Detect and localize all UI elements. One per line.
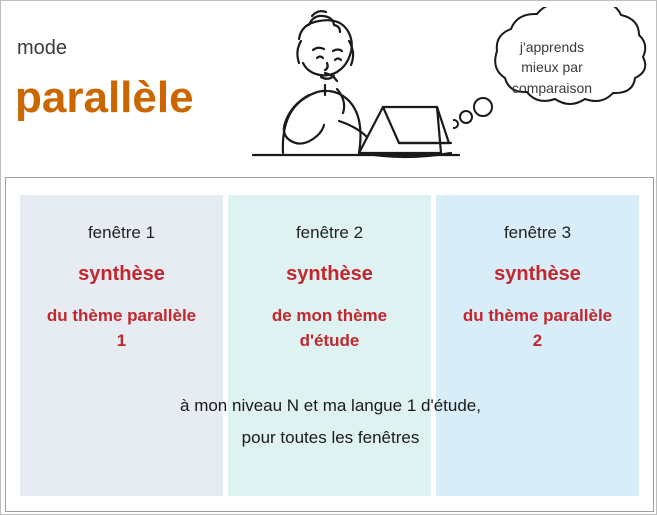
mode-label: mode bbox=[17, 37, 68, 59]
footer-line-2: pour toutes les fenêtres bbox=[241, 428, 420, 448]
window-label-3: fenêtre 3 bbox=[503, 223, 572, 242]
window-description-3 bbox=[436, 304, 639, 353]
window-description-1 bbox=[20, 304, 223, 353]
window-column-1[interactable] bbox=[20, 195, 223, 496]
window-label-2: fenêtre 2 bbox=[295, 223, 364, 242]
synthese-label-2: synthèse bbox=[286, 263, 373, 285]
window-description-2 bbox=[228, 304, 431, 353]
thought-line-1: j'apprends bbox=[519, 39, 585, 55]
thought-bubble-text bbox=[453, 37, 651, 98]
thought-line-2: mieux par bbox=[521, 59, 583, 76]
header-section bbox=[1, 1, 657, 176]
mode-title: parallèle bbox=[15, 73, 194, 122]
window-column-3[interactable] bbox=[436, 195, 639, 496]
window-description-2-line-2: d'étude bbox=[299, 330, 360, 350]
windows-columns bbox=[6, 178, 653, 511]
window-description-1-line-2: 1 bbox=[116, 330, 127, 350]
window-description-3-line-2: 2 bbox=[532, 330, 543, 350]
window-description-1-line-1: du thème parallèle bbox=[46, 306, 197, 325]
person-studying-icon bbox=[213, 3, 463, 175]
synthese-label-1: synthèse bbox=[78, 263, 165, 285]
window-label-1: fenêtre 1 bbox=[87, 223, 156, 242]
thought-line-3: comparaison bbox=[511, 79, 593, 96]
synthese-label-3: synthèse bbox=[494, 263, 581, 285]
window-description-3-line-1: du thème parallèle bbox=[462, 306, 613, 325]
thought-bubble bbox=[453, 7, 651, 125]
window-description-2-line-1: de mon thème bbox=[271, 306, 388, 325]
footer-line-1: à mon niveau N et ma langue 1 d'étude, bbox=[180, 396, 481, 415]
window-column-2[interactable] bbox=[228, 195, 431, 496]
windows-panel bbox=[5, 177, 654, 512]
